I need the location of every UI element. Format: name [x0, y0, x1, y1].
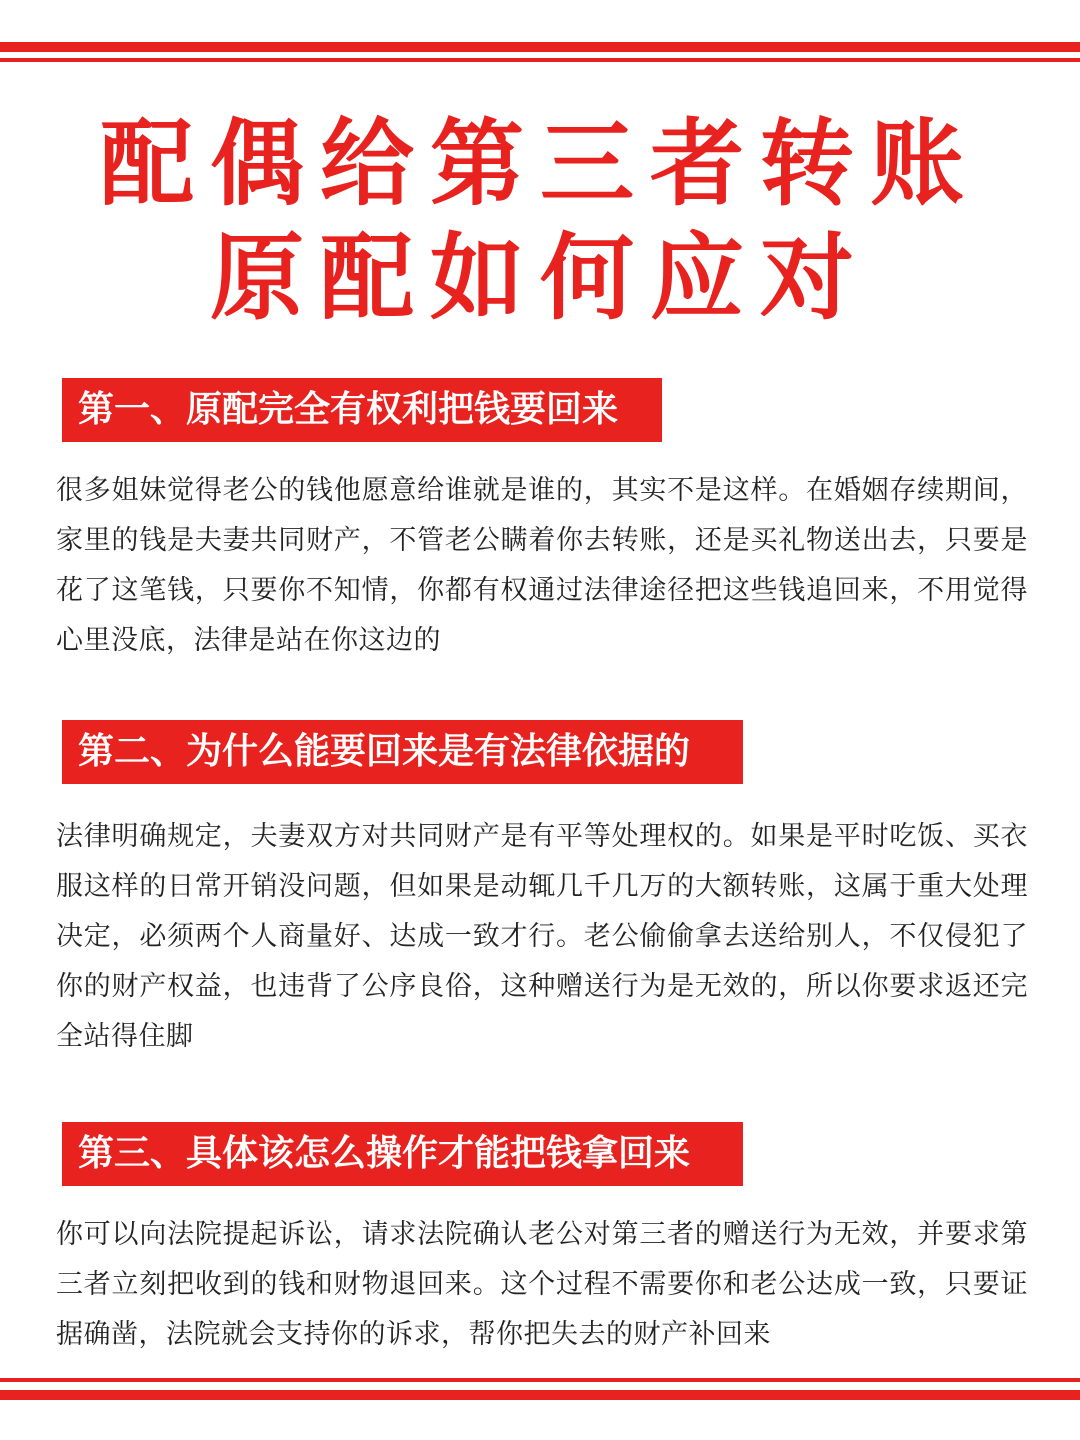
- section-body-2: 法律明确规定，夫妻双方对共同财产是有平等处理权的。如果是平时吃饭、买衣服这样的日常开销没问题，但如果是动辄几千几万的大额转账，这属于重大处理决定，必须两个人商量好、达成一致才行。老公偷偷拿去送给别人，不仅侵犯了你的财产权益，也违背了公序良俗，这种赠送行为是无效的，所以你要求返还完全站得住脚: [56, 821, 1028, 1052]
- bottom-border-thick: [0, 1390, 1080, 1400]
- title-line-2: 原配如何应对: [209, 224, 870, 333]
- section-heading-2: 第二、为什么能要回来是有法律依据的: [62, 720, 743, 784]
- section-body-3: 你可以向法院提起诉讼，请求法院确认老公对第三者的赠送行为无效，并要求第三者立刻把收到的钱和财物退回来。这个过程不需要你和老公达成一致，只要证据确凿，法院就会支持你的诉求，帮你把失去的财产补回来: [56, 1219, 1028, 1350]
- top-border-thin: [0, 58, 1080, 62]
- section-heading-1: 第一、原配完全有权利把钱要回来: [62, 378, 662, 442]
- top-border-thick: [0, 42, 1080, 52]
- bottom-border-thin: [0, 1378, 1080, 1382]
- page-title: [0, 108, 1080, 336]
- section-heading-3: 第三、具体该怎么操作才能把钱拿回来: [62, 1122, 743, 1186]
- section-body-1: 很多姐妹觉得老公的钱他愿意给谁就是谁的，其实不是这样。在婚姻存续期间，家里的钱是夫妻共同财产，不管老公瞒着你去转账，还是买礼物送出去，只要是花了这笔钱，只要你不知情，你都有权通过法律途径把这些钱追回来，不用觉得心里没底，法律是站在你这边的: [56, 475, 1028, 656]
- title-line-1: 配偶给第三者转账: [99, 110, 980, 219]
